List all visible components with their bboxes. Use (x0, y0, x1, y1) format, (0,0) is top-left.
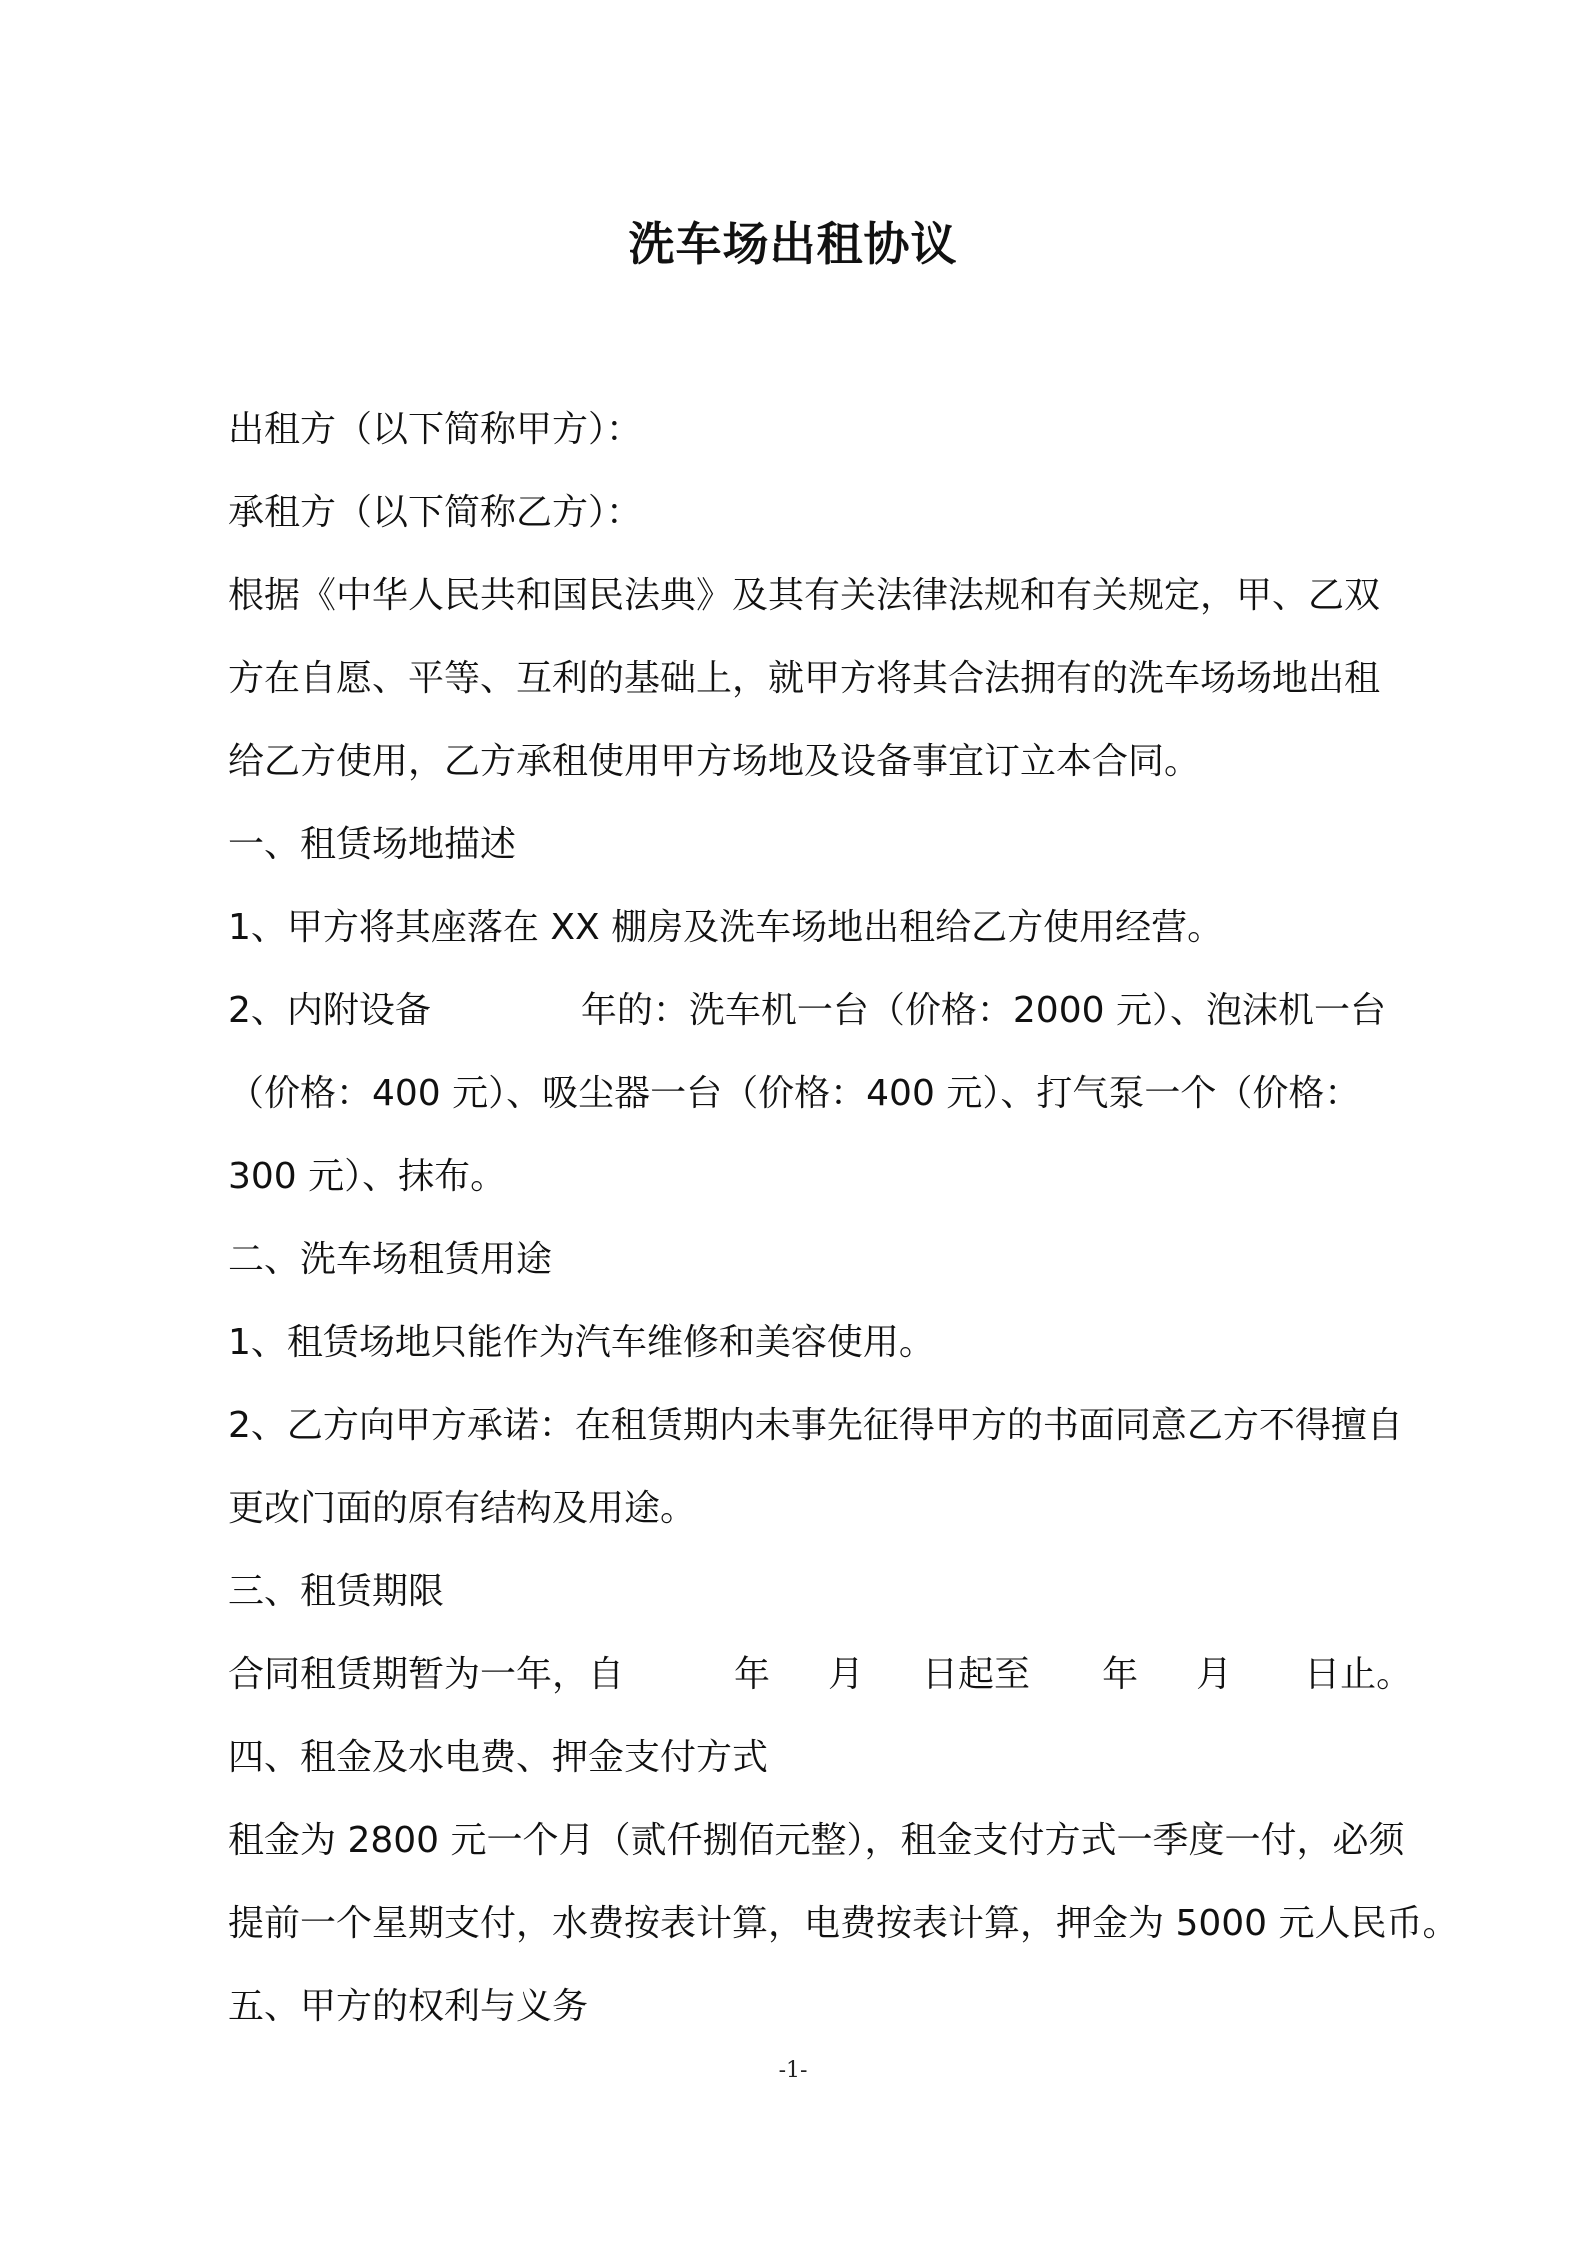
section1-item-1: 1、甲方将其座落在 XX 棚房及洗车场地出租给乙方使用经营。 (228, 907, 1224, 948)
rent-line-1: 租金为 2800 元一个月（贰仟捌佰元整），租金支付方式一季度一付，必须 (228, 1820, 1405, 1861)
section-heading-2: 二、洗车场租赁用途 (228, 1239, 553, 1280)
lessor-line: 出租方（以下简称甲方）： (228, 409, 643, 450)
section-heading-1: 一、租赁场地描述 (228, 824, 517, 865)
section2-item-1: 1、租赁场地只能作为汽车维修和美容使用。 (228, 1322, 935, 1363)
section1-item-2-line-3: 300 元）、抹布。 (228, 1156, 507, 1197)
document-title: 洗车场出租协议 (628, 217, 958, 271)
rent-line-2: 提前一个星期支付，水费按表计算，电费按表计算，押金为 5000 元人民币。 (228, 1903, 1459, 1944)
intro-line-2: 方在自愿、平等、互利的基础上，就甲方将其合法拥有的洗车场场地出租 (228, 658, 1381, 699)
start-day-label: 日起至 (922, 1654, 1031, 1695)
lease-term-start: 合同租赁期暂为一年，自 (228, 1654, 625, 1695)
section1-item-2-part-b: 年的：洗车机一台（价格：2000 元）、泡沫机一台 (580, 990, 1386, 1031)
section1-item-2 (228, 986, 1386, 1036)
intro-line-1: 根据《中华人民共和国民法典》及其有关法律法规和有关规定，甲、乙双 (228, 575, 1381, 616)
intro-line-3: 给乙方使用，乙方承租使用甲方场地及设备事宜订立本合同。 (228, 741, 1201, 782)
lessee-line: 承租方（以下简称乙方）： (228, 492, 643, 533)
section1-item-2-line-2: （价格：400 元）、吸尘器一台（价格：400 元）、打气泵一个（价格： (228, 1073, 1361, 1114)
section-heading-4: 四、租金及水电费、押金支付方式 (228, 1737, 769, 1778)
section2-item-2: 2、乙方向甲方承诺：在租赁期内未事先征得甲方的书面同意乙方不得擅自 (228, 1405, 1403, 1446)
section-heading-5: 五、甲方的权利与义务 (228, 1986, 589, 2027)
start-month-label: 月 (828, 1654, 865, 1695)
end-month-label: 月 (1196, 1654, 1233, 1695)
lease-term-line (228, 1650, 1412, 1700)
end-year-label: 年 (1102, 1654, 1139, 1695)
section-heading-3: 三、租赁期限 (228, 1571, 445, 1612)
start-year-label: 年 (734, 1654, 771, 1695)
page-number: -1- (778, 2058, 808, 2083)
section1-item-2-part-a: 2、内附设备 (228, 990, 431, 1031)
section2-item-2-line-2: 更改门面的原有结构及用途。 (228, 1488, 697, 1529)
end-day-label: 日止。 (1304, 1654, 1413, 1695)
